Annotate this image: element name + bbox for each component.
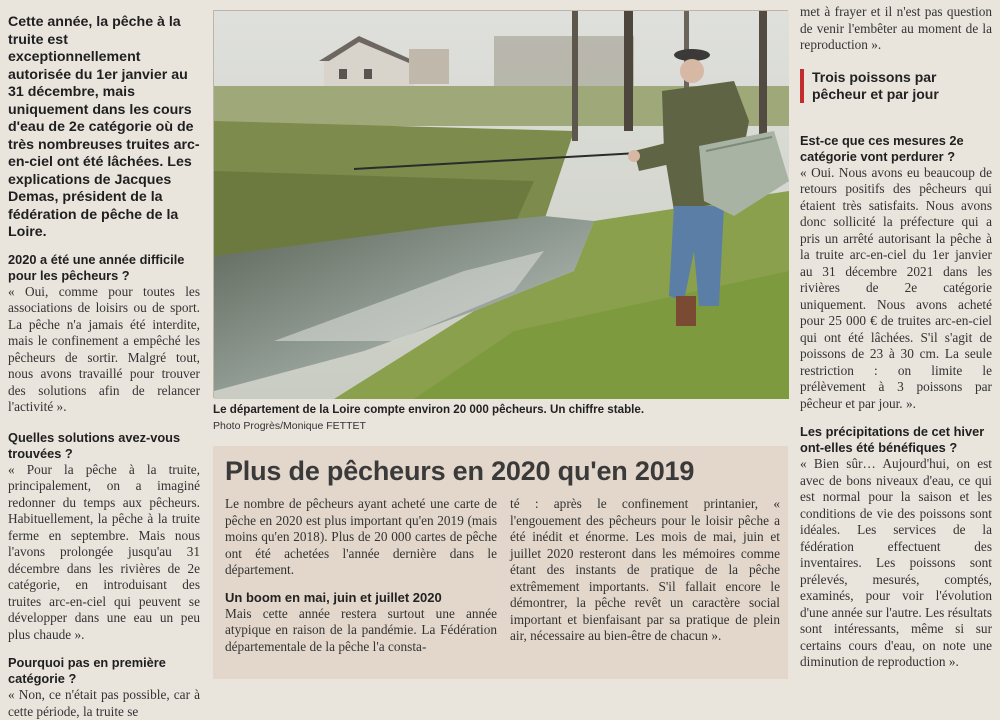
boxed-subheading: Un boom en mai, juin et juillet 2020	[225, 589, 442, 605]
question-measures: Est-ce que ces mesures 2e catégorie vont perdurer ?	[800, 132, 964, 164]
answer-rainfall: « Bien sûr… Aujourd'hui, on est avec de bons niveaux d'eau, ce qui est normal pour la saison et les conditions de vie des poissons sont idéales. Les services de la fédération effectuent des inventaires. Les poissons sont prélevés, mesurés, comptés, examinés, pour voir l'évolution d'une année sur l'autre. Les résultats sont intéressants, même si sur certains cours d'eau, on note une diminution de reproduction ».	[800, 456, 992, 669]
boxed-article-title: Plus de pêcheurs en 2020 qu'en 2019	[225, 456, 695, 486]
right-column	[800, 0, 992, 679]
question-rainfall: Les précipitations de cet hiver ont-elles été bénéfiques ?	[800, 424, 985, 455]
boxed-paragraph-2: Mais cette année restera surtout une année atypique en raison de la pandémie. La Fédération départementale de la pêche l'a consta-	[225, 605, 497, 654]
boxed-paragraph-3: té : après le confinement printanier, « l'engouement des pêcheurs pour le loisir pêche a été inédit et énorme. Les mois de mai, juin et juillet 2020 resteront dans les mémoires comme étant des instants de pratique de la pêche extrêmement importants. S'il fallait encore le démontrer, la pêche revêt un caractère social important et bienfaisant par sa pratique de plein air, nécessaire au bien-être de chacun ».	[510, 496, 780, 643]
left-column	[8, 0, 200, 719]
question-first-category: Pourquoi pas en première catégorie ?	[8, 655, 166, 686]
boxed-article	[213, 446, 788, 679]
boxed-article-column-1	[225, 496, 497, 655]
answer-measures: « Oui. Nous avons eu beaucoup de retours positifs des pêcheurs qui étaient très satisfaits. Nous avons donc sollicité la préfecture qui a pris un arrêté autorisant la pêche à la truite arc-en-ciel du 1er janvier au 31 décembre 2021 dans les rivières de 2e catégorie uniquement. Nous avons acheté pour 25 000 € de truites arc-en-ciel qui ont été lâchées. S'il s'agit de poissons de 23 à 30 cm. La seule restriction : on limite le prélèvement à 3 poissons par pêcheur et par jour. ».	[800, 164, 992, 411]
answer-solutions: « Pour la pêche à la truite, principalement, on a imaginé redonner du temps aux pêcheurs. Habituellement, la pêche à la truite ferme en septembre. Mais nous l'avons prolongée jusqu'au 31 décembre dans les rivières de 2e catégorie, en introduisant des truites arc-en-ciel qui peuvent se développer dans une eau un peu plus chaude ».	[8, 461, 200, 642]
article-intro: Cette année, la pêche à la truite est exceptionnellement autorisée du 1er janvier au 31 décembre, mais uniquement dans les cours d'eau de 2e catégorie où de très nombreuses truites arc-en-ciel ont été lâchées. Les explications de Jacques Demas, président de la fédération de pêche de la Loire.	[8, 14, 200, 240]
answer-difficult-year: « Oui, comme pour toutes les associations de loisirs ou de sport. La pêche n'a jamais été interdite, mais le confinement a empêché les pêcheurs de sortir. Malgré tout, nous avons travaillé pour trouver des solutions afin de relancer l'activité ».	[8, 283, 200, 414]
photo-caption: Le département de la Loire compte environ 20 000 pêcheurs. Un chiffre stable.	[213, 403, 645, 416]
question-solutions: Quelles solutions avez-vous trouvées ?	[8, 429, 181, 461]
boxed-paragraph-1: Le nombre de pêcheurs ayant acheté une carte de pêche en 2020 est plus important qu'en 2019 (mais moins qu'en 2018). Plus de 20 000 cartes de pêche ont été achetées l'année dernière dans le département.	[225, 496, 497, 577]
answer-first-category: « Non, ce n'était pas possible, car à cette période, la truite se	[8, 687, 200, 719]
question-difficult-year: 2020 a été une année difficile pour les pêcheurs ?	[8, 251, 185, 283]
photo-credit: Photo Progrès/Monique FETTET	[213, 420, 366, 432]
fisherman-photo	[213, 10, 788, 398]
boxed-article-column-2	[510, 496, 780, 645]
answer-continuation: met à frayer et il n'est pas question de venir l'embêter au moment de la reproduction ».	[800, 4, 992, 52]
section-heading: Trois poissons par pêcheur et par jour	[800, 69, 992, 103]
